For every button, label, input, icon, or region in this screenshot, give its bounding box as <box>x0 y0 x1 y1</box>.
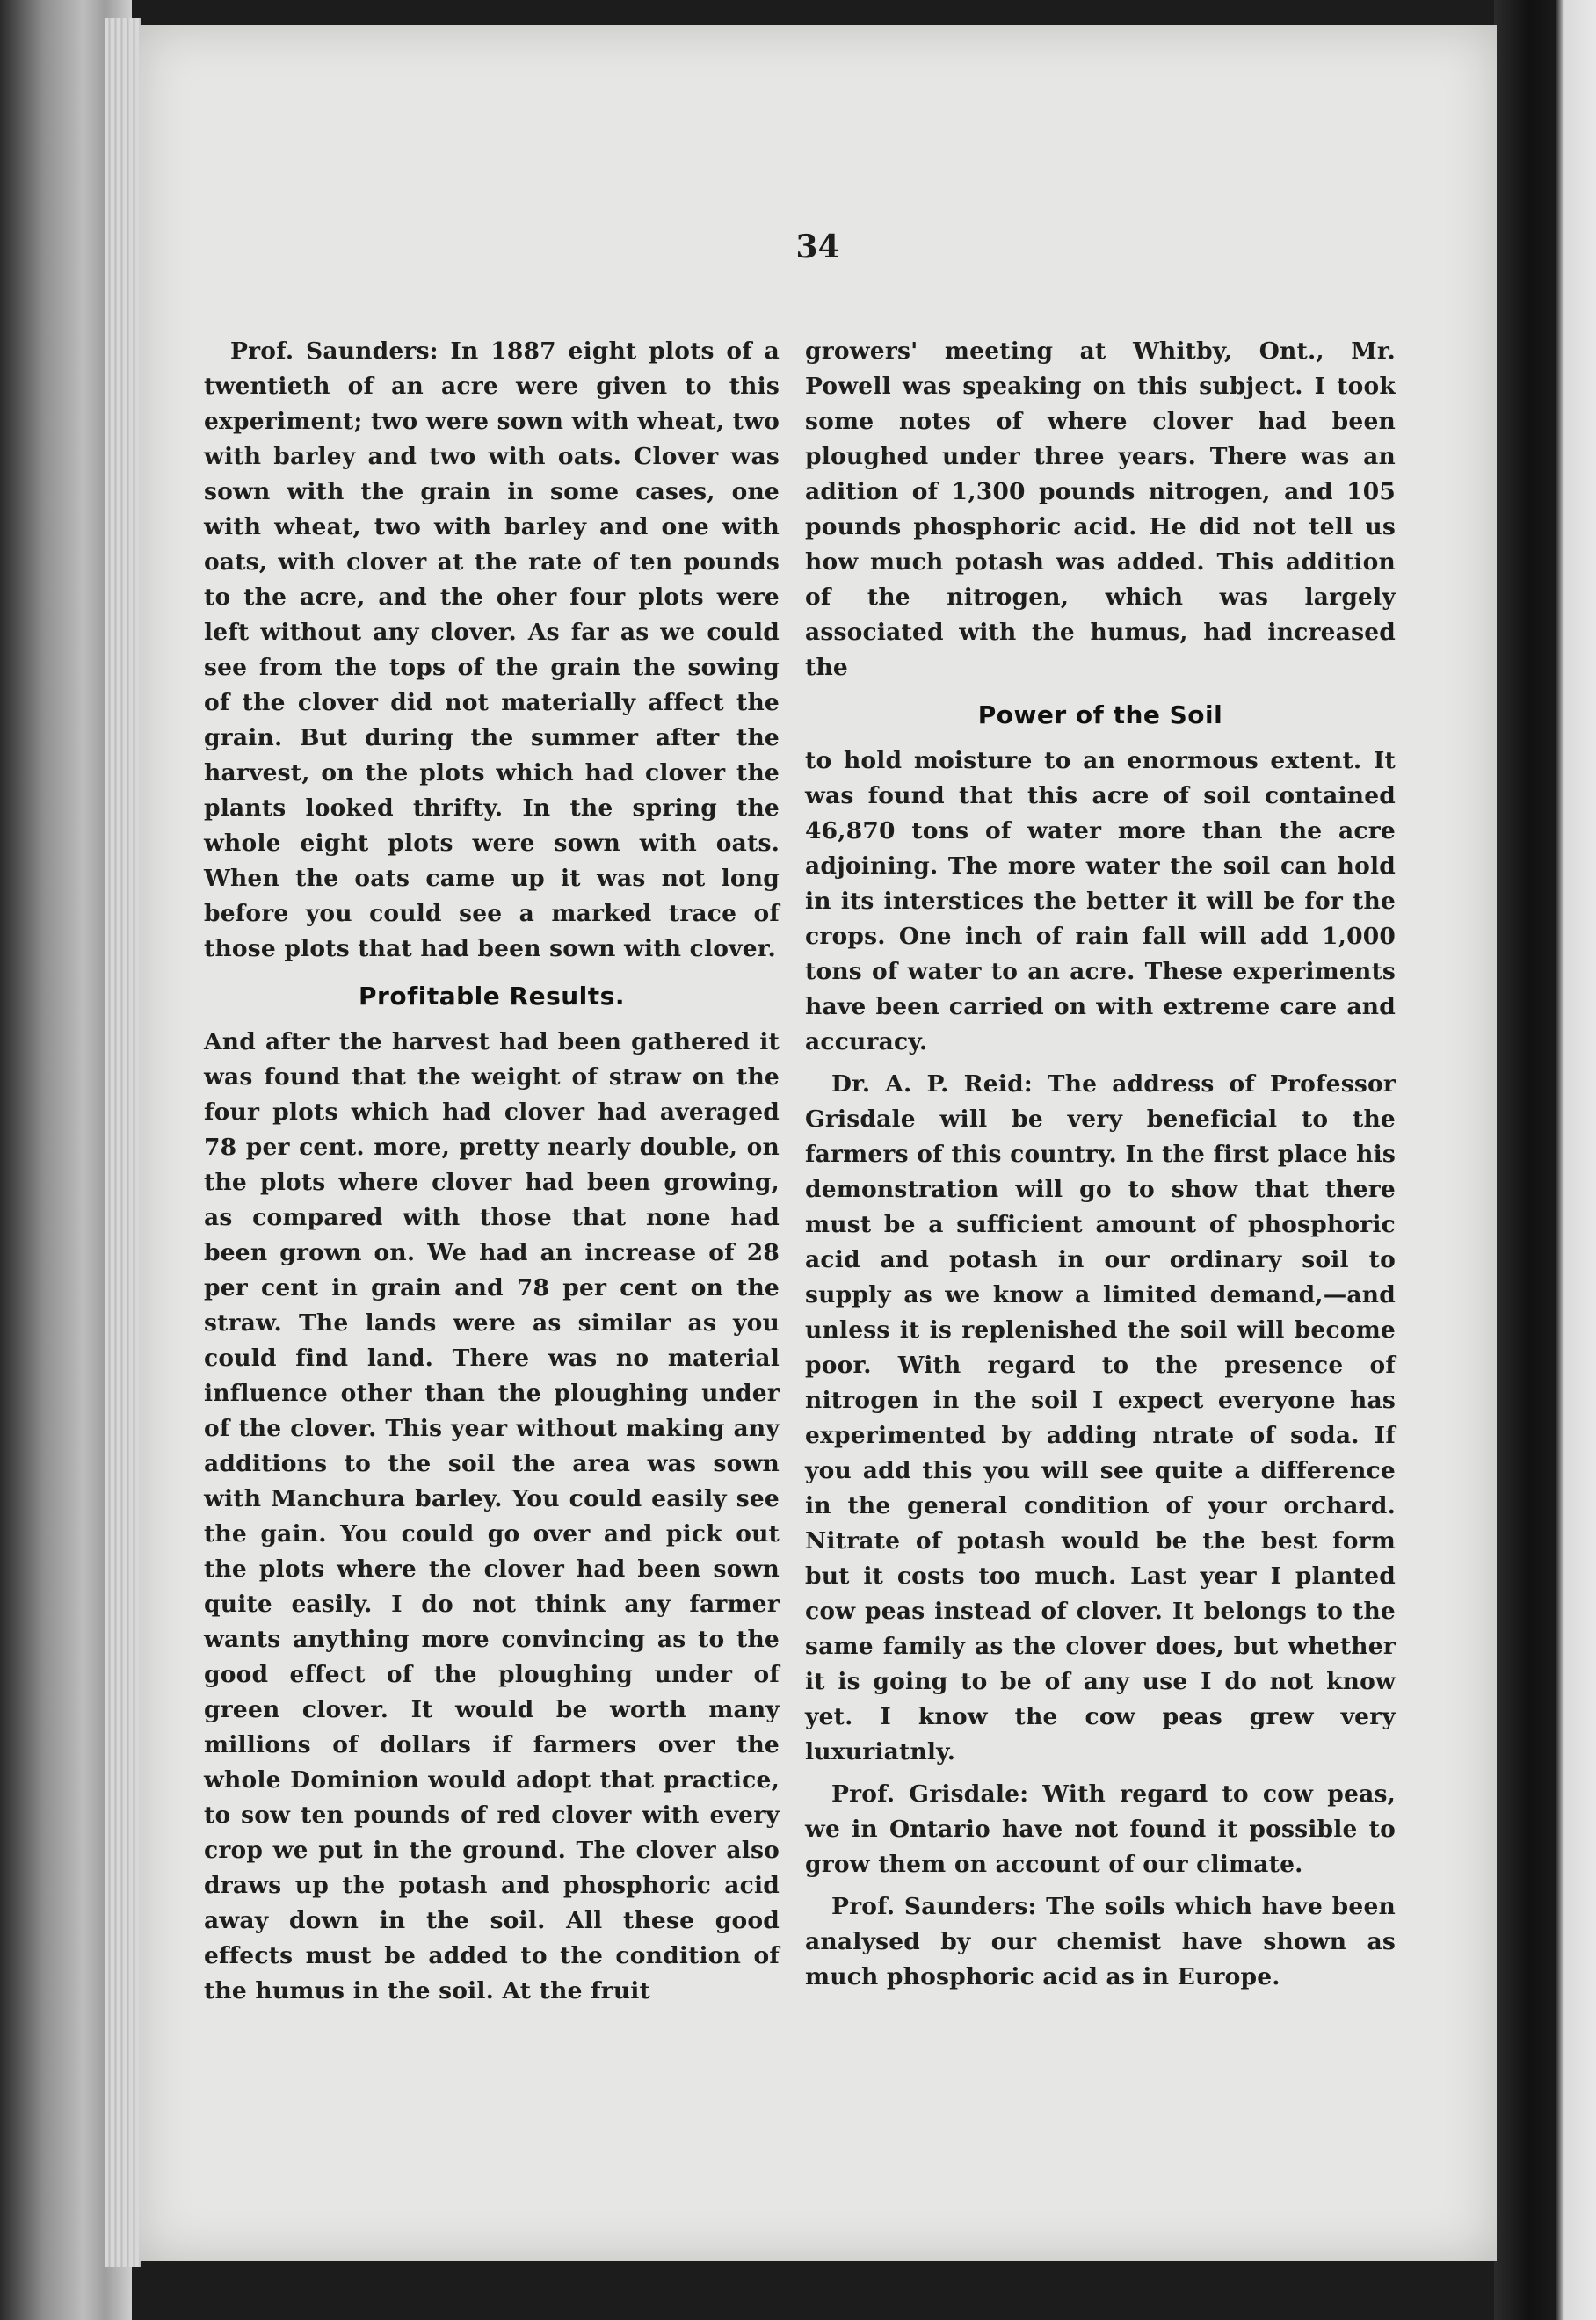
page-number: 34 <box>795 228 840 265</box>
right-paragraph-5: Prof. Saunders: The soils which have been analysed by our chemist have shown as much phosphoric acid as in Europe. <box>805 1893 1396 1990</box>
right-paragraph-1: growers' meeting at Whitby, Ont., Mr. Powell was speaking on this subject. I took some notes of where clover had been ploughed under three years. There was an adition of 1,300 pounds nitrogen, and 105 pounds phosphoric acid. He did not tell us how much potash was added. This addition of the nitrogen, which was largely associated with the humus, had increased the <box>805 337 1396 681</box>
section-heading-power-of-soil: Power of the Soil <box>977 700 1223 729</box>
right-gutter <box>1494 0 1596 2320</box>
left-paragraph-2: And after the harvest had been gathered it was found that the weight of straw on the four plots which had clover had averaged 78 per cent. more, pretty nearly double, on the plots where clover had been growing, as compared with those that none had been grown on. We had an increase of 28 per cent in grain and 78 per cent on the straw. The lands were as similar as you could find land. There was no material influence other than the ploughing under of the clover. This year without making any additions to the soil the area was sown with Manchura barley. You could easily see the gain. You could go over and pick out the plots where the clover had been sown quite easily. I do not think any farmer wants anything more convincing as to the good effect of the ploughing under of green clover. It would be worth many millions of dollars if farmers over the whole Dominion would adopt that practice, to sow ten pounds of red clover with every crop we put in the ground. The clover also draws up the potash and phosphoric acid away down in the soil. All these good effects must be added to the condition of the humus in the soil. At the fruit <box>204 1028 780 2005</box>
left-column <box>204 334 780 2016</box>
page-edges <box>105 18 141 2267</box>
left-paragraph-1: Prof. Saunders: In 1887 eight plots of a twentieth of an acre were given to this experiment; two were sown with wheat, two with barley and two with oats. Clover was sown with the grain in some cases, one with wheat, two with barley and one with oats, with clover at the rate of ten pounds to the acre, and the oher four plots were left without any clover. As far as we could see from the tops of the grain the sowing of the clover did not materially affect the grain. But during the summer after the harvest, on the plots which had clover the plants looked thrifty. In the spring the whole eight plots were sown with oats. When the oats came up it was not long before you could see a marked trace of those plots that had been sown with clover. <box>204 337 780 962</box>
right-paragraph-2: to hold moisture to an enormous extent. It was found that this acre of soil contained 46,870 tons of water more than the acre adjoining. The more water the soil can hold in its interstices the better it will be for the crops. One inch of rain fall will add 1,000 tons of water to an acre. These experiments have been carried on with extreme care and accuracy. <box>805 747 1396 1055</box>
right-column <box>805 334 1396 2002</box>
right-paragraph-4: Prof. Grisdale: With regard to cow peas, we in Ontario have not found it possible to grow them on account of our climate. <box>805 1780 1396 1878</box>
right-paragraph-3: Dr. A. P. Reid: The address of Professor Grisdale will be very beneficial to the farmers of this country. In the first place his demonstration will go to show that there must be a sufficient amount of phosphoric acid and potash in our ordinary soil to supply as we know a limited demand,—and unless it is replenished the soil will become poor. With regard to the presence of nitrogen in the soil I expect everyone has experimented by adding ntrate of soda. If you add this you will see quite a difference in the general condition of your orchard. Nitrate of potash would be the best form but it costs too much. Last year I planted cow peas instead of clover. It belongs to the same family as the clover does, but whether it is going to be of any use I do not know yet. I know the cow peas grew very luxuriatnly. <box>805 1070 1396 1765</box>
book-page <box>139 25 1497 2261</box>
section-heading-profitable-results: Profitable Results. <box>359 982 625 1011</box>
